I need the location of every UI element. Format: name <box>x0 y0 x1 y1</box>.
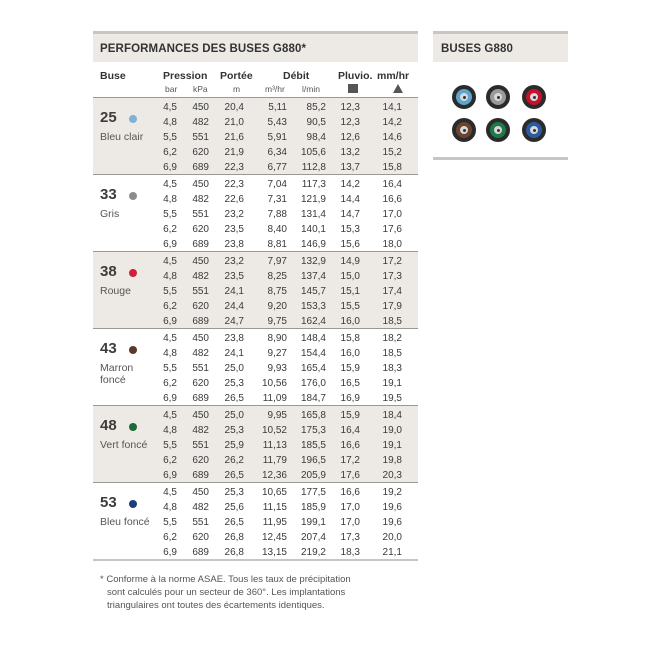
nozzle-green-icon <box>486 118 510 142</box>
flow-m3-cell: 5,91 <box>267 132 287 143</box>
table-row <box>93 254 418 269</box>
kpa-cell: 689 <box>192 393 209 404</box>
bar-cell: 6,2 <box>163 378 177 389</box>
table-row <box>93 423 418 438</box>
range-cell: 20,4 <box>224 102 244 113</box>
range-cell: 24,4 <box>224 301 244 312</box>
table-row <box>93 314 418 329</box>
flow-m3-cell: 5,43 <box>267 117 287 128</box>
nozzle-hub <box>530 93 538 101</box>
footnote-line: * Conforme à la norme ASAE. Tous les taux de précipitation <box>100 574 351 585</box>
pluvio-triangle-cell: 18,0 <box>382 239 402 250</box>
header-debit: Débit <box>283 70 310 82</box>
pluvio-square-cell: 15,3 <box>340 224 360 235</box>
table-row <box>93 361 418 376</box>
pluvio-square-cell: 14,4 <box>340 194 360 205</box>
bar-cell: 4,5 <box>163 487 177 498</box>
pluvio-triangle-cell: 14,2 <box>382 117 402 128</box>
pluvio-square-cell: 13,2 <box>340 147 360 158</box>
range-cell: 23,2 <box>224 209 244 220</box>
bar-cell: 5,5 <box>163 363 177 374</box>
kpa-cell: 482 <box>192 271 209 282</box>
nozzle-hub <box>494 93 502 101</box>
table-body <box>93 97 418 559</box>
nozzle-panel <box>433 31 568 160</box>
bar-cell: 5,5 <box>163 132 177 143</box>
bar-cell: 6,9 <box>163 393 177 404</box>
flow-m3-cell: 7,88 <box>267 209 287 220</box>
range-cell: 22,3 <box>224 162 244 173</box>
table-row <box>93 453 418 468</box>
bar-cell: 6,2 <box>163 301 177 312</box>
kpa-cell: 620 <box>192 301 209 312</box>
pluvio-square-cell: 15,9 <box>340 410 360 421</box>
range-cell: 21,0 <box>224 117 244 128</box>
table-row <box>93 346 418 361</box>
nozzle-dark-blue-icon <box>522 118 546 142</box>
range-cell: 26,5 <box>224 393 244 404</box>
range-cell: 24,7 <box>224 316 244 327</box>
range-cell: 22,3 <box>224 179 244 190</box>
range-cell: 25,0 <box>224 363 244 374</box>
pluvio-square-cell: 15,5 <box>340 301 360 312</box>
pluvio-square-cell: 16,5 <box>340 378 360 389</box>
table-row <box>93 269 418 284</box>
kpa-cell: 620 <box>192 455 209 466</box>
kpa-cell: 620 <box>192 224 209 235</box>
flow-m3-cell: 7,97 <box>267 256 287 267</box>
flow-lmin-cell: 162,4 <box>300 316 326 327</box>
kpa-cell: 551 <box>192 286 209 297</box>
table-header <box>93 62 418 97</box>
flow-lmin-cell: 137,4 <box>300 271 326 282</box>
kpa-cell: 689 <box>192 547 209 558</box>
pluvio-triangle-cell: 19,5 <box>382 393 402 404</box>
flow-lmin-cell: 196,5 <box>300 455 326 466</box>
kpa-cell: 482 <box>192 425 209 436</box>
pluvio-square-cell: 16,0 <box>340 316 360 327</box>
kpa-cell: 689 <box>192 470 209 481</box>
nozzle-color-name: Bleu clair <box>100 131 144 143</box>
flow-m3-cell: 10,56 <box>261 378 287 389</box>
kpa-cell: 689 <box>192 316 209 327</box>
bar-cell: 4,8 <box>163 348 177 359</box>
header-mm-hr: mm/hr <box>377 70 410 82</box>
nozzle-number: 43 <box>100 340 117 357</box>
range-cell: 21,9 <box>224 147 244 158</box>
pluvio-triangle-cell: 17,9 <box>382 301 402 312</box>
bar-cell: 4,5 <box>163 256 177 267</box>
flow-m3-cell: 11,09 <box>262 393 287 404</box>
flow-m3-cell: 11,79 <box>262 455 287 466</box>
flow-lmin-cell: 140,1 <box>300 224 326 235</box>
pluvio-square-cell: 12,3 <box>340 102 360 113</box>
table-row <box>93 160 418 175</box>
kpa-cell: 689 <box>192 162 209 173</box>
pluvio-triangle-cell: 15,8 <box>382 162 402 173</box>
flow-lmin-cell: 185,9 <box>300 502 326 513</box>
flow-m3-cell: 9,93 <box>267 363 287 374</box>
flow-lmin-cell: 148,4 <box>300 333 326 344</box>
header-pression: Pression <box>163 70 208 82</box>
flow-m3-cell: 13,15 <box>261 547 287 558</box>
square-icon <box>348 84 358 93</box>
pluvio-square-cell: 16,0 <box>340 348 360 359</box>
nozzle-group <box>93 482 418 559</box>
kpa-cell: 450 <box>192 487 209 498</box>
kpa-cell: 450 <box>192 102 209 113</box>
range-cell: 25,9 <box>224 440 244 451</box>
flow-m3-cell: 11,95 <box>262 517 287 528</box>
pluvio-square-cell: 16,9 <box>340 393 360 404</box>
flow-m3-cell: 7,31 <box>267 194 287 205</box>
pluvio-square-cell: 15,6 <box>340 239 360 250</box>
range-cell: 25,3 <box>224 378 244 389</box>
nozzle-color-name: Gris <box>100 208 120 220</box>
nozzle-group <box>93 328 418 405</box>
range-cell: 23,5 <box>224 224 244 235</box>
bar-cell: 6,9 <box>163 316 177 327</box>
table-row <box>93 500 418 515</box>
table-row <box>93 115 418 130</box>
table-row <box>93 237 418 252</box>
unit-l-min: l/min <box>302 84 320 94</box>
bar-cell: 6,9 <box>163 239 177 250</box>
pluvio-square-cell: 12,6 <box>340 132 360 143</box>
table-row <box>93 145 418 160</box>
bar-cell: 4,8 <box>163 117 177 128</box>
nozzle-hub <box>494 126 502 134</box>
table-row <box>93 207 418 222</box>
pluvio-square-cell: 15,1 <box>340 286 360 297</box>
triangle-icon <box>393 84 403 93</box>
pluvio-triangle-cell: 14,6 <box>382 132 402 143</box>
footnote <box>93 573 418 612</box>
range-cell: 23,8 <box>224 333 244 344</box>
kpa-cell: 551 <box>192 517 209 528</box>
nozzle-color-name: Rouge <box>100 285 131 297</box>
flow-lmin-cell: 153,3 <box>300 301 326 312</box>
pluvio-triangle-cell: 19,6 <box>382 502 402 513</box>
table-row <box>93 192 418 207</box>
pluvio-triangle-cell: 19,6 <box>382 517 402 528</box>
kpa-cell: 620 <box>192 532 209 543</box>
pluvio-triangle-cell: 18,4 <box>382 410 402 421</box>
flow-lmin-cell: 90,5 <box>306 117 326 128</box>
nozzle-group <box>93 405 418 482</box>
table-row <box>93 100 418 115</box>
pluvio-triangle-cell: 19,0 <box>382 425 402 436</box>
kpa-cell: 450 <box>192 410 209 421</box>
bar-cell: 4,8 <box>163 271 177 282</box>
bar-cell: 4,8 <box>163 425 177 436</box>
table-row <box>93 485 418 500</box>
range-cell: 23,5 <box>224 271 244 282</box>
flow-lmin-cell: 185,5 <box>300 440 326 451</box>
performance-table <box>93 31 418 612</box>
pluvio-triangle-cell: 17,2 <box>382 256 402 267</box>
table-row <box>93 222 418 237</box>
nozzle-color-name: Vert foncé <box>100 439 148 451</box>
range-cell: 26,2 <box>224 455 244 466</box>
table-title: PERFORMANCES DES BUSES G880* <box>93 31 418 62</box>
flow-m3-cell: 9,27 <box>267 348 287 359</box>
kpa-cell: 551 <box>192 132 209 143</box>
kpa-cell: 482 <box>192 348 209 359</box>
bar-cell: 6,2 <box>163 532 177 543</box>
flow-lmin-cell: 117,3 <box>301 179 326 190</box>
bar-cell: 5,5 <box>163 286 177 297</box>
nozzle-panel-title: BUSES G880 <box>433 31 568 62</box>
nozzle-light-blue-icon <box>452 85 476 109</box>
bar-cell: 5,5 <box>163 209 177 220</box>
pluvio-square-cell: 15,0 <box>340 271 360 282</box>
flow-lmin-cell: 112,8 <box>301 162 326 173</box>
nozzle-hub <box>460 93 468 101</box>
nozzle-hub <box>460 126 468 134</box>
flow-lmin-cell: 207,4 <box>300 532 326 543</box>
table-row <box>93 391 418 406</box>
bar-cell: 5,5 <box>163 517 177 528</box>
kpa-cell: 689 <box>192 239 209 250</box>
flow-lmin-cell: 177,5 <box>300 487 326 498</box>
pluvio-triangle-cell: 18,3 <box>382 363 402 374</box>
flow-m3-cell: 8,90 <box>267 333 287 344</box>
flow-m3-cell: 6,34 <box>267 147 287 158</box>
pluvio-square-cell: 14,7 <box>340 209 360 220</box>
table-row <box>93 408 418 423</box>
pluvio-triangle-cell: 19,8 <box>382 455 402 466</box>
pluvio-triangle-cell: 21,1 <box>382 547 402 558</box>
pluvio-square-cell: 14,2 <box>340 179 360 190</box>
pluvio-triangle-cell: 20,3 <box>382 470 402 481</box>
nozzle-number: 38 <box>100 263 117 280</box>
bar-cell: 6,9 <box>163 470 177 481</box>
range-cell: 25,6 <box>224 502 244 513</box>
flow-m3-cell: 6,77 <box>267 162 287 173</box>
flow-m3-cell: 12,45 <box>261 532 287 543</box>
table-row <box>93 299 418 314</box>
flow-lmin-cell: 165,4 <box>300 363 326 374</box>
unit-m: m <box>233 84 241 94</box>
flow-lmin-cell: 105,6 <box>300 147 326 158</box>
pluvio-square-cell: 16,4 <box>340 425 360 436</box>
range-cell: 26,5 <box>224 517 244 528</box>
flow-lmin-cell: 121,9 <box>300 194 326 205</box>
pluvio-square-cell: 14,9 <box>340 256 360 267</box>
pluvio-square-cell: 16,6 <box>340 487 360 498</box>
flow-m3-cell: 9,20 <box>267 301 287 312</box>
table-row <box>93 515 418 530</box>
bar-cell: 6,2 <box>163 147 177 158</box>
pluvio-square-cell: 13,7 <box>340 162 360 173</box>
table-row <box>93 530 418 545</box>
pluvio-triangle-cell: 18,5 <box>382 348 402 359</box>
nozzle-grid <box>433 62 568 160</box>
range-cell: 25,3 <box>224 487 244 498</box>
flow-m3-cell: 5,11 <box>268 102 287 113</box>
flow-m3-cell: 10,65 <box>261 487 287 498</box>
flow-lmin-cell: 85,2 <box>306 102 326 113</box>
kpa-cell: 551 <box>192 209 209 220</box>
flow-lmin-cell: 165,8 <box>300 410 326 421</box>
table-row <box>93 177 418 192</box>
range-cell: 26,5 <box>224 470 244 481</box>
footnote-line: triangulaires ont toutes des écartements identiques. <box>107 600 325 611</box>
bar-cell: 4,5 <box>163 102 177 113</box>
kpa-cell: 450 <box>192 179 209 190</box>
pluvio-square-cell: 17,3 <box>340 532 360 543</box>
pluvio-triangle-cell: 18,5 <box>382 316 402 327</box>
pluvio-square-cell: 17,0 <box>340 502 360 513</box>
nozzle-number: 53 <box>100 494 117 511</box>
bar-cell: 6,2 <box>163 455 177 466</box>
nozzle-red-icon <box>522 85 546 109</box>
flow-lmin-cell: 146,9 <box>300 239 326 250</box>
pluvio-triangle-cell: 19,1 <box>382 378 402 389</box>
table-row <box>93 284 418 299</box>
table-row <box>93 545 418 560</box>
bar-cell: 4,8 <box>163 502 177 513</box>
table-row <box>93 468 418 483</box>
bar-cell: 4,5 <box>163 333 177 344</box>
kpa-cell: 482 <box>192 194 209 205</box>
nozzle-number: 33 <box>100 186 117 203</box>
flow-lmin-cell: 184,7 <box>300 393 326 404</box>
kpa-cell: 450 <box>192 333 209 344</box>
flow-m3-cell: 8,40 <box>267 224 287 235</box>
pluvio-triangle-cell: 16,6 <box>382 194 402 205</box>
flow-lmin-cell: 145,7 <box>300 286 326 297</box>
flow-m3-cell: 8,75 <box>267 286 287 297</box>
nozzle-color-name: Bleu foncé <box>100 516 150 528</box>
pluvio-square-cell: 15,9 <box>340 363 360 374</box>
flow-lmin-cell: 199,1 <box>300 517 326 528</box>
pluvio-square-cell: 15,8 <box>340 333 360 344</box>
pluvio-triangle-cell: 14,1 <box>382 102 402 113</box>
table-row <box>93 376 418 391</box>
unit-bar: bar <box>165 84 178 94</box>
pluvio-triangle-cell: 17,4 <box>382 286 402 297</box>
pluvio-triangle-cell: 17,0 <box>382 209 402 220</box>
nozzle-hub <box>530 126 538 134</box>
nozzle-number: 48 <box>100 417 117 434</box>
range-cell: 25,3 <box>224 425 244 436</box>
flow-m3-cell: 11,15 <box>262 502 287 513</box>
pluvio-square-cell: 16,6 <box>340 440 360 451</box>
range-cell: 25,0 <box>224 410 244 421</box>
table-row <box>93 130 418 145</box>
pluvio-triangle-cell: 20,0 <box>382 532 402 543</box>
bar-cell: 4,5 <box>163 410 177 421</box>
unit-kpa: kPa <box>193 84 208 94</box>
flow-m3-cell: 8,81 <box>267 239 287 250</box>
range-cell: 22,6 <box>224 194 244 205</box>
pluvio-triangle-cell: 16,4 <box>382 179 402 190</box>
range-cell: 24,1 <box>224 286 244 297</box>
header-buse: Buse <box>100 70 126 82</box>
range-cell: 24,1 <box>224 348 244 359</box>
flow-lmin-cell: 219,2 <box>300 547 326 558</box>
flow-m3-cell: 7,04 <box>267 179 287 190</box>
range-cell: 23,2 <box>224 256 244 267</box>
pluvio-triangle-cell: 15,2 <box>382 147 402 158</box>
pluvio-triangle-cell: 19,2 <box>382 487 402 498</box>
pluvio-triangle-cell: 17,3 <box>382 271 402 282</box>
flow-lmin-cell: 175,3 <box>300 425 326 436</box>
table-row <box>93 438 418 453</box>
pluvio-square-cell: 12,3 <box>340 117 360 128</box>
bar-cell: 6,9 <box>163 547 177 558</box>
flow-lmin-cell: 98,4 <box>306 132 326 143</box>
pluvio-triangle-cell: 18,2 <box>382 333 402 344</box>
flow-lmin-cell: 176,0 <box>300 378 326 389</box>
footnote-line: sont calculés pour un secteur de 360°. Les implantations <box>107 587 346 598</box>
range-cell: 21,6 <box>224 132 244 143</box>
flow-lmin-cell: 205,9 <box>300 470 326 481</box>
nozzle-color-name: Marron foncé <box>100 362 134 386</box>
flow-m3-cell: 9,75 <box>267 316 287 327</box>
kpa-cell: 450 <box>192 256 209 267</box>
header-pluvio: Pluvio. <box>338 70 373 82</box>
pluvio-square-cell: 17,6 <box>340 470 360 481</box>
nozzle-brown-icon <box>452 118 476 142</box>
flow-m3-cell: 8,25 <box>267 271 287 282</box>
unit-m3-hr: m³/hr <box>265 84 285 94</box>
nozzle-group <box>93 174 418 251</box>
kpa-cell: 620 <box>192 378 209 389</box>
flow-m3-cell: 10,52 <box>261 425 287 436</box>
bar-cell: 5,5 <box>163 440 177 451</box>
header-portee: Portée <box>220 70 253 82</box>
flow-m3-cell: 12,36 <box>261 470 287 481</box>
pluvio-triangle-cell: 17,6 <box>382 224 402 235</box>
kpa-cell: 482 <box>192 117 209 128</box>
flow-m3-cell: 11,13 <box>262 440 287 451</box>
nozzle-group <box>93 251 418 328</box>
pluvio-square-cell: 17,0 <box>340 517 360 528</box>
range-cell: 23,8 <box>224 239 244 250</box>
kpa-cell: 482 <box>192 502 209 513</box>
bar-cell: 6,9 <box>163 162 177 173</box>
flow-lmin-cell: 154,4 <box>300 348 326 359</box>
nozzle-group <box>93 97 418 174</box>
flow-m3-cell: 9,95 <box>267 410 287 421</box>
range-cell: 26,8 <box>224 547 244 558</box>
range-cell: 26,8 <box>224 532 244 543</box>
table-row <box>93 331 418 346</box>
bar-cell: 4,8 <box>163 194 177 205</box>
kpa-cell: 620 <box>192 147 209 158</box>
bar-cell: 4,5 <box>163 179 177 190</box>
nozzle-gray-icon <box>486 85 510 109</box>
pluvio-square-cell: 18,3 <box>340 547 360 558</box>
flow-lmin-cell: 131,4 <box>300 209 326 220</box>
pluvio-triangle-cell: 19,1 <box>382 440 402 451</box>
kpa-cell: 551 <box>192 440 209 451</box>
nozzle-number: 25 <box>100 109 117 126</box>
flow-lmin-cell: 132,9 <box>300 256 326 267</box>
kpa-cell: 551 <box>192 363 209 374</box>
bar-cell: 6,2 <box>163 224 177 235</box>
pluvio-square-cell: 17,2 <box>340 455 360 466</box>
